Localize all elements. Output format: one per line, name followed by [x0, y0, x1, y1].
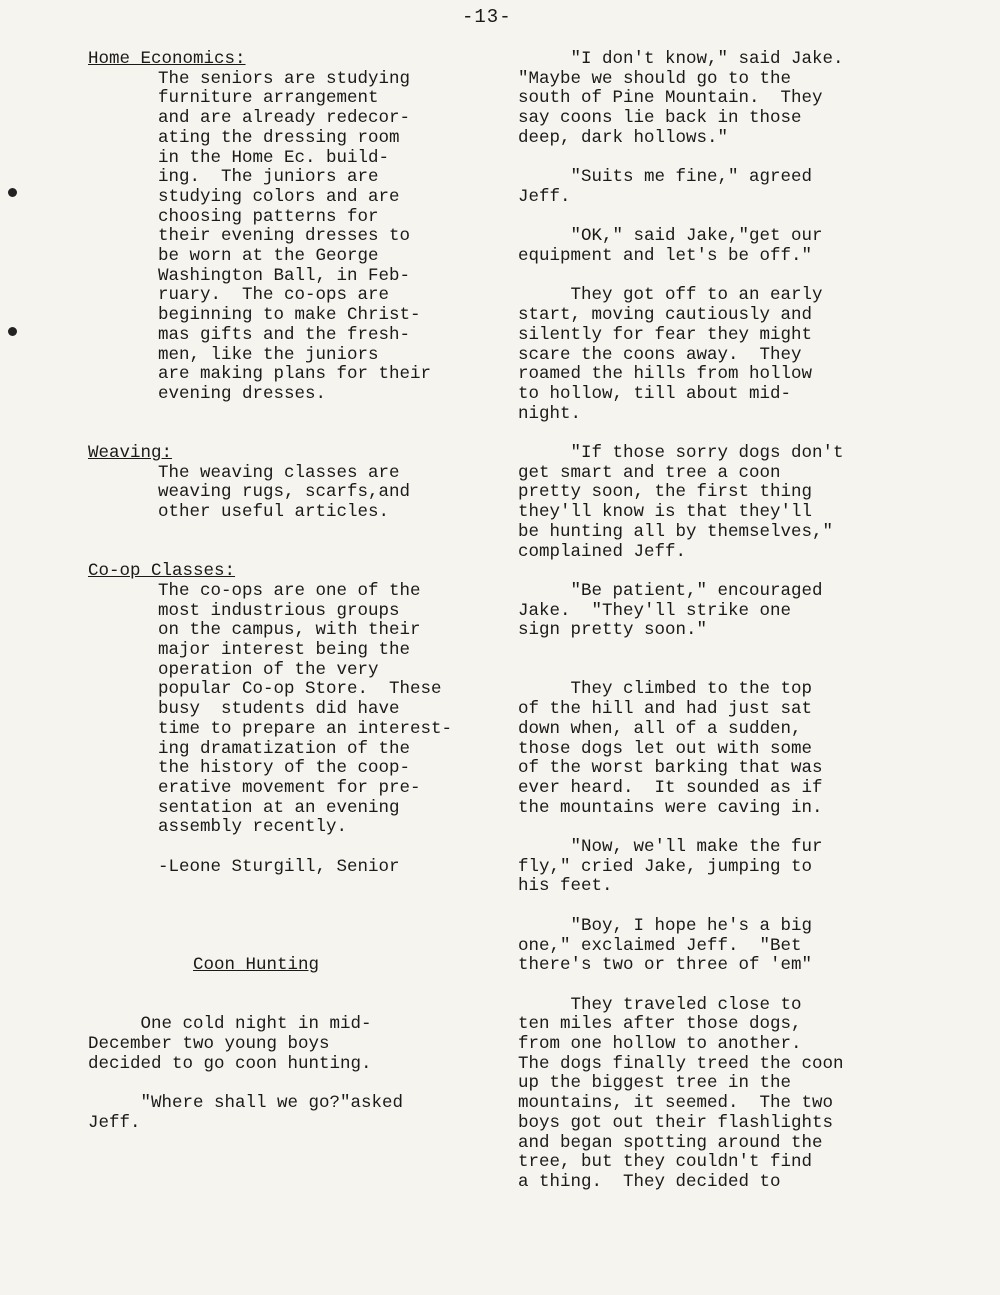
story-line: ever heard. It sounded as if [518, 777, 823, 798]
story-line: The dogs finally treed the coon [518, 1053, 844, 1074]
text-line: men, like the juniors [158, 344, 379, 365]
story-line: Jeff. [518, 186, 571, 207]
blank-line [88, 405, 508, 425]
text-line: busy students did have [158, 699, 400, 720]
blank-line [518, 267, 928, 287]
blank-line [518, 661, 928, 681]
story-line: roamed the hills from hollow [518, 364, 813, 385]
story-line: south of Pine Mountain. They [518, 88, 823, 109]
punch-hole-mark [8, 188, 17, 197]
blank-line [518, 641, 928, 661]
blank-line [518, 976, 928, 996]
blank-line [88, 937, 508, 957]
text-line: erative movement for pre- [158, 777, 421, 798]
text-line: assembly recently. [158, 817, 348, 838]
text-line: furniture arrangement [158, 88, 379, 109]
text-line: ing dramatization of the [158, 738, 411, 759]
story-line: "Maybe we should go to the [518, 68, 792, 89]
story-line: complained Jeff. [518, 541, 687, 562]
text-line: -Leone Sturgill, Senior [158, 856, 400, 877]
punch-hole-mark [8, 327, 17, 336]
text-line: on the campus, with their [158, 620, 421, 641]
blank-line [88, 877, 508, 897]
blank-line [518, 208, 928, 228]
blank-line [88, 996, 508, 1016]
section-heading: Home Economics: [88, 49, 246, 69]
text-line: operation of the very [158, 659, 379, 680]
story-line: December two young boys [88, 1033, 330, 1054]
blank-line [518, 149, 928, 169]
blank-line [88, 424, 508, 444]
story-line: one," exclaimed Jeff. "Bet [518, 935, 802, 956]
story-line: deep, dark hollows." [518, 127, 729, 148]
blank-line [88, 897, 508, 917]
blank-line [518, 562, 928, 582]
story-line: night. [518, 403, 582, 424]
story-line: his feet. [518, 876, 613, 897]
story-line: say coons lie back in those [518, 108, 802, 129]
story-title: Coon Hunting [193, 955, 320, 976]
text-line: sentation at an evening [158, 797, 400, 818]
text-line: the history of the coop- [158, 758, 411, 779]
blank-line [88, 543, 508, 563]
text-line: their evening dresses to [158, 226, 411, 247]
section-heading: Co-op Classes: [88, 561, 236, 582]
blank-line [88, 976, 508, 996]
text-line: most industrious groups [158, 600, 400, 621]
story-line: fly," cried Jake, jumping to [518, 856, 813, 877]
story-line: pretty soon, the first thing [518, 482, 813, 503]
story-line: scare the coons away. They [518, 344, 802, 365]
text-line: ruary. The co-ops are [158, 285, 390, 306]
story-line: "I don't know," said Jake. [518, 49, 844, 69]
story-line: get smart and tree a coon [518, 462, 781, 483]
story-line: those dogs let out with some [518, 738, 813, 759]
text-line: The weaving classes are [158, 462, 400, 483]
story-line: to hollow, till about mid- [518, 383, 792, 404]
section-heading: Weaving: [88, 443, 173, 464]
story-line: a thing. They decided to [518, 1171, 781, 1192]
story-line: there's two or three of 'em" [518, 955, 813, 976]
story-line: They traveled close to [518, 994, 802, 1015]
text-line: Washington Ball, in Feb- [158, 265, 411, 286]
blank-line [518, 424, 928, 444]
story-line: down when, all of a sudden, [518, 718, 802, 739]
story-line: Jeff. [88, 1112, 141, 1133]
text-line: ing. The juniors are [158, 167, 379, 188]
story-line: decided to go coon hunting. [88, 1053, 372, 1074]
story-line: and began spotting around the [518, 1132, 823, 1153]
story-line: "Suits me fine," agreed [518, 167, 813, 188]
story-line: of the hill and had just sat [518, 699, 813, 720]
text-line: other useful articles. [158, 502, 390, 523]
story-line: ten miles after those dogs, [518, 1014, 802, 1035]
text-line: ating the dressing room [158, 127, 400, 148]
story-line: boys got out their flashlights [518, 1112, 834, 1133]
story-line: sign pretty soon." [518, 620, 708, 641]
blank-line [88, 838, 508, 858]
blank-line [88, 1074, 508, 1094]
story-line: mountains, it seemed. The two [518, 1093, 834, 1114]
page-number: -13- [462, 6, 512, 28]
text-line: beginning to make Christ- [158, 305, 421, 326]
story-line: tree, but they couldn't find [518, 1152, 813, 1173]
story-line: "Now, we'll make the fur [518, 837, 823, 857]
story-line: up the biggest tree in the [518, 1073, 792, 1094]
blank-line [518, 897, 928, 917]
story-line: Jake. "They'll strike one [518, 600, 792, 621]
text-line: studying colors and are [158, 186, 400, 207]
text-line: in the Home Ec. build- [158, 147, 390, 168]
left-column [88, 50, 508, 1133]
text-line: The seniors are studying [158, 68, 411, 89]
right-column [518, 50, 928, 1193]
blank-line [88, 917, 508, 937]
story-line: "Where shall we go?"asked [88, 1093, 404, 1114]
text-line: weaving rugs, scarfs,and [158, 482, 411, 503]
text-line: choosing patterns for [158, 206, 379, 227]
story-line: They climbed to the top [518, 679, 813, 700]
story-line: "Be patient," encouraged [518, 580, 823, 601]
story-line: the mountains were caving in. [518, 797, 823, 818]
blank-line [88, 523, 508, 543]
text-line: popular Co-op Store. These [158, 679, 442, 700]
story-line: One cold night in mid- [88, 1014, 372, 1035]
story-line: start, moving cautiously and [518, 305, 813, 326]
story-line: be hunting all by themselves," [518, 521, 834, 542]
story-line: they'll know is that they'll [518, 502, 813, 523]
text-line: The co-ops are one of the [158, 580, 421, 601]
story-line: "If those sorry dogs don't [518, 443, 844, 463]
story-line: They got off to an early [518, 285, 823, 306]
story-line: equipment and let's be off." [518, 246, 813, 266]
story-line: "OK," said Jake,"get our [518, 226, 823, 247]
story-line: silently for fear they might [518, 324, 813, 345]
blank-line [518, 818, 928, 838]
text-line: major interest being the [158, 640, 411, 661]
story-line: from one hollow to another. [518, 1034, 802, 1054]
text-line: be worn at the George [158, 246, 379, 267]
text-line: are making plans for their [158, 364, 432, 385]
text-line: mas gifts and the fresh- [158, 324, 411, 345]
text-line: evening dresses. [158, 383, 327, 404]
text-line: time to prepare an interest- [158, 718, 453, 739]
story-line: "Boy, I hope he's a big [518, 915, 813, 936]
text-line: and are already redecor- [158, 108, 411, 129]
story-line: of the worst barking that was [518, 758, 823, 779]
